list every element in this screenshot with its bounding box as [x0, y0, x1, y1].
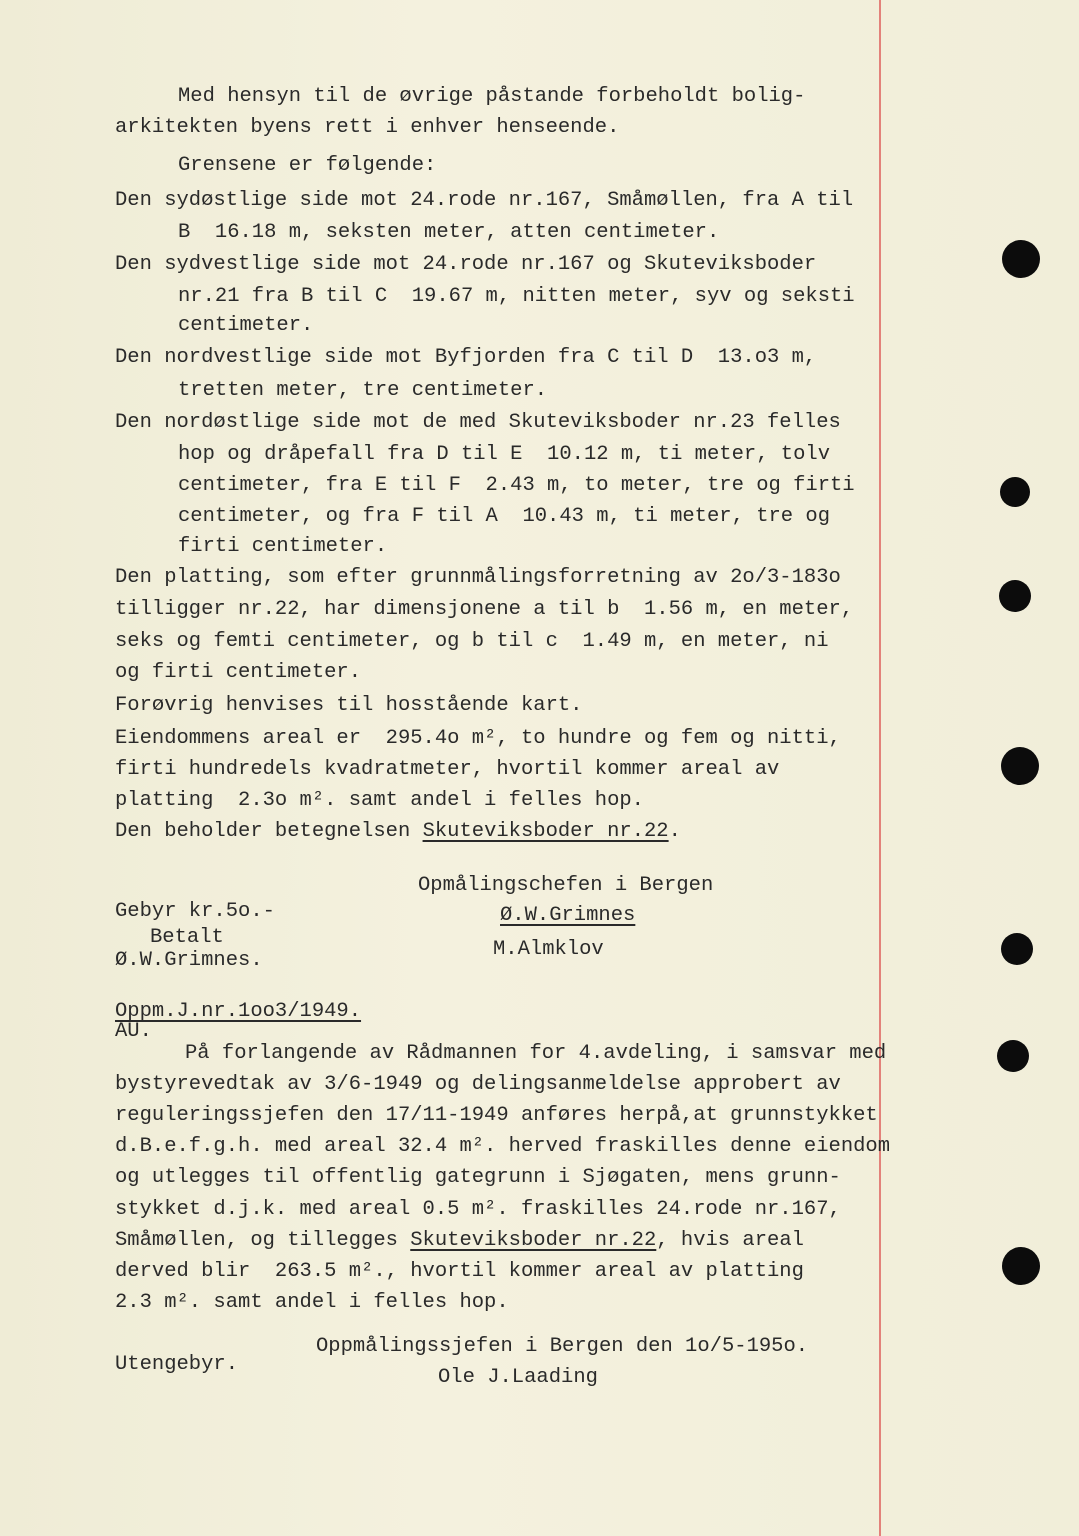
text-line [115, 253, 816, 277]
text-segment: På forlangende av Rådmannen for 4.avdeling, i samsvar med [185, 1042, 887, 1065]
text-line [178, 85, 805, 109]
text-line [115, 1229, 804, 1253]
text-line [178, 535, 387, 559]
text-segment: Ole J.Laading [438, 1366, 598, 1389]
text-segment: Den sydvestlige side mot 24.rode nr.167 og Skuteviksboder [115, 253, 817, 276]
text-segment: , hvis areal [656, 1229, 804, 1252]
text-line [115, 630, 829, 654]
text-line [115, 1000, 361, 1024]
punch-hole [1002, 1247, 1040, 1285]
text-line [115, 1166, 841, 1190]
text-segment: Den platting, som efter grunnmålingsforretning av 2o/3-183o [115, 566, 841, 589]
text-segment: Utengebyr. [115, 1353, 239, 1376]
punch-hole [1001, 747, 1039, 785]
text-segment: Den beholder betegnelsen [115, 820, 423, 843]
text-line [115, 566, 841, 590]
text-segment: Ø.W.Grimnes. [115, 949, 263, 972]
text-segment: tretten meter, tre centimeter. [178, 379, 548, 402]
text-segment: arkitekten byens rett i enhver henseende. [115, 116, 620, 139]
text-line [418, 874, 713, 898]
text-line [178, 154, 436, 178]
text-segment: Den nordvestlige side mot Byfjorden fra C til D 13.o3 m, [115, 346, 817, 369]
text-line [150, 926, 224, 950]
punch-hole [997, 1040, 1029, 1072]
text-segment: derved blir 263.5 m²., hvortil kommer areal av platting [115, 1260, 804, 1283]
text-line [178, 443, 830, 467]
text-line [115, 820, 681, 844]
text-line [115, 1073, 841, 1097]
text-segment: Småmøllen, og tillegges [115, 1229, 411, 1252]
text-line [316, 1335, 808, 1359]
text-line [115, 1198, 841, 1222]
underlined-text: Skuteviksboder nr.22 [410, 1229, 657, 1252]
text-line [178, 314, 313, 338]
text-segment: Betalt [150, 926, 224, 949]
text-line [115, 949, 263, 973]
margin-rule [879, 0, 881, 1536]
text-segment: AU. [115, 1020, 152, 1043]
text-segment: Forøvrig henvises til hosstående kart. [115, 694, 583, 717]
text-segment: reguleringssjefen den 17/11-1949 anføres herpå,at grunnstykket [115, 1104, 878, 1127]
text-line [115, 727, 841, 751]
text-segment: centimeter, og fra F til A 10.43 m, ti meter, tre og [178, 505, 831, 528]
text-segment: Gebyr kr.5o.- [115, 900, 275, 923]
text-segment: Grensene er følgende: [178, 154, 437, 177]
text-segment: B 16.18 m, seksten meter, atten centimeter. [178, 221, 720, 244]
text-line [115, 758, 779, 782]
text-line [178, 285, 855, 309]
text-line [115, 411, 841, 435]
text-segment: Opmålingschefen i Bergen [418, 874, 714, 897]
text-segment: og utlegges til offentlig gategrunn i Sjøgaten, mens grunn- [115, 1166, 841, 1189]
text-segment: d.B.e.f.g.h. med areal 32.4 m². herved fraskilles denne eiendom [115, 1135, 891, 1158]
text-line [493, 938, 604, 962]
text-line [115, 1353, 238, 1377]
text-line [115, 900, 275, 924]
text-line [178, 221, 719, 245]
text-line [185, 1042, 886, 1066]
text-line [115, 1135, 890, 1159]
text-line [178, 505, 830, 529]
text-segment: platting 2.3o m². samt andel i felles hop. [115, 789, 644, 812]
text-line [115, 189, 853, 213]
text-line [115, 346, 816, 370]
text-line [115, 598, 853, 622]
text-segment: hop og dråpefall fra D til E 10.12 m, ti meter, tolv [178, 443, 831, 466]
underlined-text: Oppm.J.nr.1oo3/1949. [115, 1000, 362, 1023]
text-segment: tilligger nr.22, har dimensjonene a til b 1.56 m, en meter, [115, 598, 854, 621]
underlined-text: Ø.W.Grimnes [500, 904, 636, 927]
text-segment: nr.21 fra B til C 19.67 m, nitten meter, syv og seksti [178, 285, 855, 308]
text-segment: Med hensyn til de øvrige påstande forbeholdt bolig- [178, 85, 806, 108]
text-segment: M.Almklov [493, 938, 604, 961]
text-segment: Eiendommens areal er 295.4o m², to hundre og fem og nitti, [115, 727, 841, 750]
text-segment: og firti centimeter. [115, 661, 362, 684]
text-line [115, 1104, 878, 1128]
punch-hole [999, 580, 1031, 612]
text-segment: stykket d.j.k. med areal 0.5 m². fraskilles 24.rode nr.167, [115, 1198, 841, 1221]
text-segment: 2.3 m². samt andel i felles hop. [115, 1291, 509, 1314]
text-line [115, 1260, 804, 1284]
text-line [115, 1020, 152, 1044]
text-line [115, 661, 361, 685]
text-segment: firti hundredels kvadratmeter, hvortil kommer areal av [115, 758, 780, 781]
text-line [115, 694, 582, 718]
text-segment: centimeter, fra E til F 2.43 m, to meter, tre og firti [178, 474, 855, 497]
text-segment: bystyrevedtak av 3/6-1949 og delingsanmeldelse approbert av [115, 1073, 841, 1096]
text-segment: centimeter. [178, 314, 314, 337]
text-segment: seks og femti centimeter, og b til c 1.49 m, en meter, ni [115, 630, 829, 653]
text-line [178, 474, 855, 498]
text-line [115, 789, 644, 813]
text-line [115, 1291, 509, 1315]
underlined-text: Skuteviksboder nr.22 [422, 820, 669, 843]
text-line [500, 904, 635, 928]
text-line [178, 379, 547, 403]
text-segment: Oppmålingssjefen i Bergen den 1o/5-195o. [316, 1335, 809, 1358]
text-segment: . [668, 820, 681, 843]
punch-hole [1001, 933, 1033, 965]
text-segment: Den sydøstlige side mot 24.rode nr.167, Småmøllen, fra A til [115, 189, 854, 212]
punch-hole [1000, 477, 1030, 507]
text-segment: Den nordøstlige side mot de med Skuteviksboder nr.23 felles [115, 411, 841, 434]
punch-hole [1002, 240, 1040, 278]
text-line [115, 116, 619, 140]
text-line [438, 1366, 598, 1390]
text-segment: firti centimeter. [178, 535, 388, 558]
